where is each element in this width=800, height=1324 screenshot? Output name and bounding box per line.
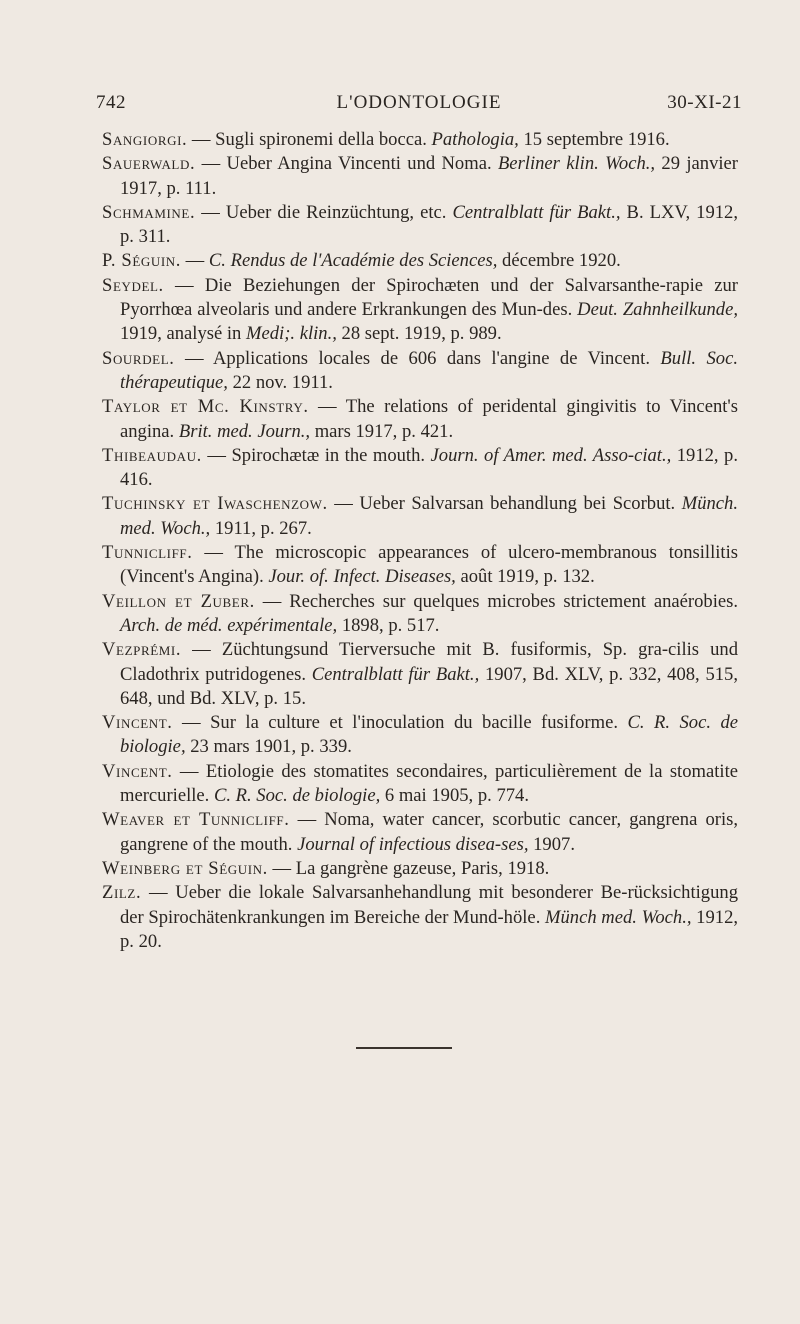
entry-details: 1907. xyxy=(528,833,575,855)
entry-details: B. LXV, 1912, p. 311. xyxy=(120,201,738,248)
entry-text: — Ueber die Reinzüchtung, etc. xyxy=(195,201,453,223)
entry-details: 29 janvier 1917, p. 111. xyxy=(120,153,738,199)
bibliography-entry xyxy=(102,711,738,760)
bibliography-entry xyxy=(102,128,738,152)
entry-details: 15 septembre 1916. xyxy=(518,129,670,150)
entry-author: Vezprémi. xyxy=(102,639,182,661)
entry-journal: C. Rendus de l'Académie des Sciences, xyxy=(208,250,498,272)
entry-text: — Züchtungsund Tierversuche mit B. fusiformis, Sp. gra-cilis und Cladothrix putridogenes. xyxy=(120,639,738,685)
entry-journal: Bull. Soc. thérapeutique, xyxy=(120,347,739,393)
entry-journal: C. R. Soc. de biologie, xyxy=(120,712,739,758)
entry-details: 1912, p. 20. xyxy=(120,906,739,952)
entry-author: Tunnicliff. xyxy=(102,542,193,564)
entry-text: — The relations of peridental gingivitis to Vincent's angina. xyxy=(120,396,738,442)
entry-details: 22 nov. 1911. xyxy=(227,371,333,393)
entry-text: — The microscopic appearances of ulcero-membranous tonsillitis (Vincent's Angina). xyxy=(120,542,738,588)
bibliography-entry xyxy=(102,274,738,347)
entry-text: — Etiologie des stomatites secondaires, particulièrement de la stomatite mercurielle. xyxy=(120,760,738,807)
bibliography-entry xyxy=(102,395,738,444)
bibliography-entry xyxy=(102,444,738,493)
entry-details: 28 sept. 1919, p. 989. xyxy=(336,323,502,345)
entry-author: Veillon et Zuber. xyxy=(102,590,255,612)
entry-author: Schmamine. xyxy=(102,201,196,223)
entry-journal: Arch. de méd. expérimentale, xyxy=(120,614,338,636)
bibliography-entry xyxy=(102,152,738,201)
entry-journal: Deut. Zahnheilkunde, xyxy=(577,299,738,321)
entry-journal: C. R. Soc. de biologie, xyxy=(213,785,381,807)
bibliography-list xyxy=(102,128,738,954)
end-rule xyxy=(356,1047,452,1049)
entry-details: 1911, p. 267. xyxy=(210,517,312,539)
entry-author: Seydel. xyxy=(102,274,164,296)
entry-author: Sourdel. xyxy=(102,347,175,369)
entry-text: — Noma, water cancer, scorbutic cancer, gangrena oris, gangrene of the mouth. xyxy=(120,809,738,855)
entry-details: 1912, p. 416. xyxy=(120,444,739,491)
entry-details: 1907, Bd. XLV, p. 332, 408, 515, 648, und Bd. XLV, p. 15. xyxy=(120,663,738,709)
bibliography-entry xyxy=(102,347,738,396)
entry-journal: Münch med. Woch., xyxy=(545,906,692,928)
bibliography-entry xyxy=(102,249,738,273)
entry-author: Vincent. xyxy=(102,760,173,782)
entry-journal: Centralblatt für Bakt., xyxy=(311,663,480,685)
entry-author: Zilz. xyxy=(102,882,142,904)
entry-journal: Pathologia, xyxy=(431,129,519,150)
entry-text: — Ueber Salvarsan behandlung bei Scorbut. xyxy=(327,493,682,515)
entry-author: Sauerwald. xyxy=(102,153,196,175)
entry-text: — Sugli spironemi della bocca. xyxy=(187,129,432,150)
page-number: 742 xyxy=(96,92,126,113)
entry-details: 23 mars 1901, p. 339. xyxy=(185,736,352,758)
page-header xyxy=(96,92,742,120)
entry-author: Tuchinsky et Iwaschenzow. xyxy=(102,493,328,515)
issue-date: 30-XI-21 xyxy=(667,92,742,113)
entry-details: décembre 1920. xyxy=(497,250,621,272)
entry-journal: Journal of infectious disea-ses, xyxy=(297,833,529,855)
bibliography-entry xyxy=(102,760,738,809)
entry-author: Taylor et Mc. Kinstry. xyxy=(102,396,309,418)
entry-journal: Journ. of Amer. med. Asso-ciat., xyxy=(430,444,672,466)
entry-journal: Berliner klin. Woch., xyxy=(497,153,656,175)
entry-details: 1898, p. 517. xyxy=(337,614,440,636)
entry-text: — Ueber Angina Vincenti und Noma. xyxy=(195,153,498,175)
bibliography-entry xyxy=(102,881,738,954)
entry-author: Sangiorgi. xyxy=(102,129,188,150)
bibliography-entry xyxy=(102,590,738,639)
entry-author: Weaver et Tunnicliff. xyxy=(102,809,290,831)
entry-text: — Sur la culture et l'inoculation du bacille fusiforme. xyxy=(172,712,628,734)
entry-text: — Ueber die lokale Salvarsanhehandlung mit besonderer Be-rücksichtigung der Spirochätenkrankungen im Bereiche der Mund-höle. xyxy=(120,882,738,928)
entry-text: — xyxy=(181,250,209,272)
entry-journal: Centralblatt für Bakt., xyxy=(452,201,621,223)
entry-text: — Spirochætæ in the mouth. xyxy=(201,444,431,466)
entry-journal: Brit. med. Journ., xyxy=(178,420,311,442)
entry-journal: Jour. of. Infect. Diseases, xyxy=(268,566,456,588)
entry-author: P. Séguin. xyxy=(102,250,182,272)
entry-details: août 1919, p. 132. xyxy=(455,566,595,588)
running-title: L'ODONTOLOGIE xyxy=(336,92,502,113)
bibliography-entry xyxy=(102,541,738,590)
entry-author: Weinberg et Séguin. xyxy=(102,857,268,879)
entry-author: Vincent. xyxy=(102,712,173,734)
entry-text: — La gangrène gazeuse, Paris, 1918. xyxy=(267,857,550,879)
entry-details: mars 1917, p. 421. xyxy=(310,420,454,442)
bibliography-entry xyxy=(102,638,738,711)
bibliography-entry xyxy=(102,201,738,250)
entry-journal: Münch. med. Woch., xyxy=(120,493,738,539)
entry-journal: Medi;. klin., xyxy=(246,323,337,345)
entry-text: — Die Beziehungen der Spirochæten und der Salvarsanthe-rapie zur Pyorrhœa alveolaris und andere Erkrankungen des Mun-des. xyxy=(120,274,738,321)
bibliography-entry xyxy=(102,857,738,881)
entry-details: 6 mai 1905, p. 774. xyxy=(380,785,529,807)
entry-author: Thibeaudau. xyxy=(102,444,202,466)
entry-text: — Recherches sur quelques microbes strictement anaérobies. xyxy=(254,590,738,612)
entry-details: 1919, analysé in xyxy=(120,323,246,345)
entry-text: — Applications locales de 606 dans l'angine de Vincent. xyxy=(174,347,661,369)
bibliography-entry xyxy=(102,492,738,541)
bibliography-entry xyxy=(102,808,738,857)
